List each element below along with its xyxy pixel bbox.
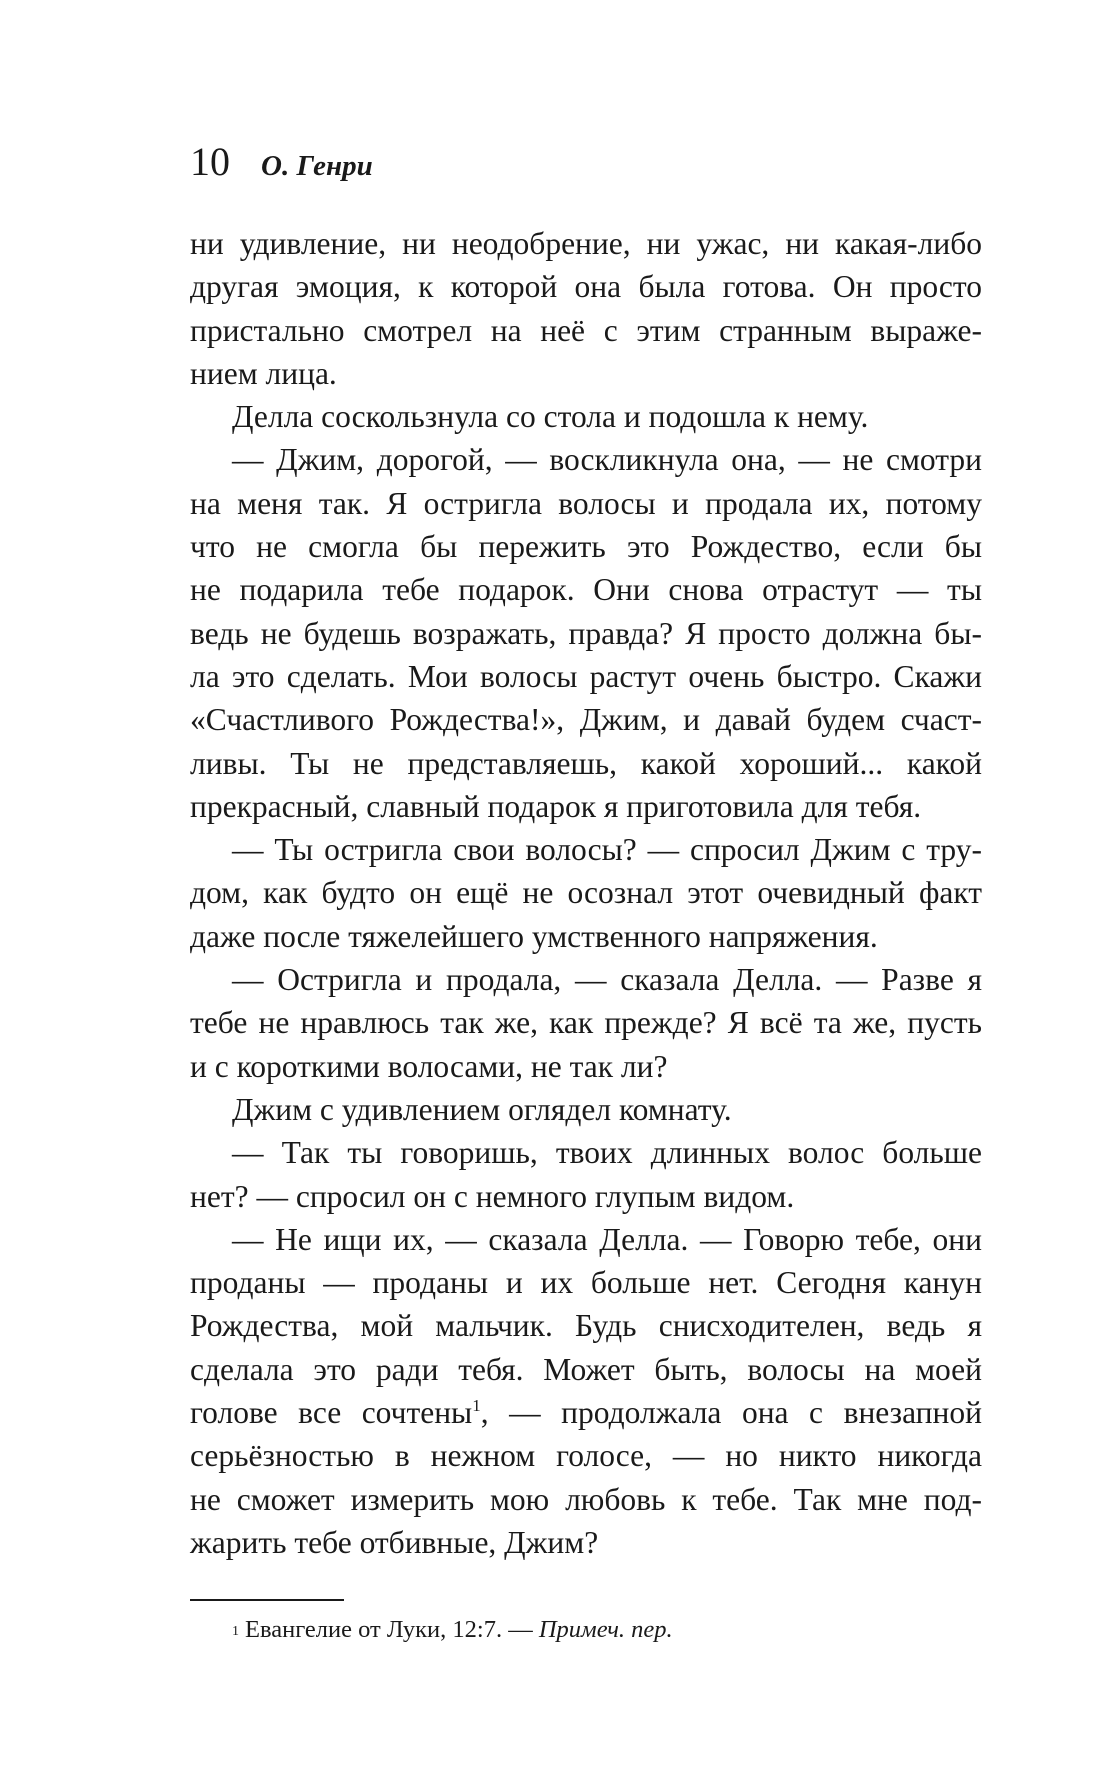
- body-text: [190, 222, 982, 1564]
- text-line: — Не ищи их, — сказала Делла. — Говорю тебе, они: [232, 1221, 982, 1257]
- text-line-with-footnote: [190, 1391, 982, 1434]
- text-line: ла это сделать. Мои волосы растут очень быстро. Скажи: [190, 658, 982, 694]
- text-line: не подарила тебе подарок. Они снова отрастут — ты: [190, 572, 982, 608]
- text-line: «Счастливого Рождества!», Джим, и давай будем счаст-: [190, 702, 982, 738]
- text-line: нием лица.: [190, 355, 337, 391]
- text-fragment: голове все сочтены: [190, 1395, 473, 1431]
- text-fragment: , — продолжала она с внезапной: [480, 1395, 982, 1431]
- page-number: 10: [190, 139, 230, 184]
- text-line: на меня так. Я остригла волосы и продала их, потому: [190, 485, 982, 521]
- text-line: проданы — проданы и их больше нет. Сегодня канун: [190, 1265, 982, 1301]
- text-line: не сможет измерить мою любовь к тебе. Так мне под-: [190, 1481, 982, 1517]
- text-line: дом, как будто он ещё не осознал этот очевидный факт: [190, 875, 982, 911]
- footnote-text: Евангелие от Луки, 12:7. —: [245, 1616, 539, 1643]
- running-head-author: О. Генри: [261, 150, 373, 182]
- text-line: пристально смотрел на неё с этим странным выраже-: [190, 312, 982, 348]
- text-line: сделала это ради тебя. Может быть, волосы на моей: [190, 1351, 982, 1387]
- footnote-reference: 1: [472, 1396, 481, 1416]
- footnote-marker: 1: [232, 1624, 239, 1639]
- text-line: и с короткими волосами, не так ли?: [190, 1048, 668, 1084]
- text-line: Рождества, мой мальчик. Будь снисходителен, ведь я: [190, 1308, 982, 1344]
- footnote: [232, 1614, 673, 1646]
- text-line: ни удивление, ни неодобрение, ни ужас, ни какая-либо: [190, 226, 982, 261]
- text-line: что не смогла бы пережить это Рождество, если бы: [190, 529, 982, 565]
- text-line: другая эмоция, к которой она была готова. Он просто: [190, 269, 982, 305]
- text-line: жарить тебе отбивные, Джим?: [190, 1524, 599, 1560]
- text-line: ведь не будешь возражать, правда? Я просто должна бы-: [190, 615, 982, 651]
- text-line: прекрасный, славный подарок я приготовила для тебя.: [190, 788, 922, 824]
- text-line: — Ты остригла свои волосы? — спросил Джим с тру-: [232, 832, 982, 868]
- text-line: серьёзностью в нежном голосе, — но никто никогда: [190, 1438, 982, 1474]
- page-header: [190, 140, 373, 188]
- text-line: нет? — спросил он с немного глупым видом.: [190, 1178, 795, 1214]
- footnote-divider: [190, 1599, 344, 1601]
- footnote-translator-note: Примеч. пер.: [538, 1616, 673, 1643]
- text-line: ливы. Ты не представляешь, какой хороший... какой: [190, 745, 982, 781]
- text-line: Делла соскользнула со стола и подошла к нему.: [232, 399, 869, 435]
- text-line: тебе не нравлюсь так же, как прежде? Я всё та же, пусть: [190, 1005, 982, 1041]
- text-line: даже после тяжелейшего умственного напряжения.: [190, 918, 878, 954]
- text-line: — Остригла и продала, — сказала Делла. — Разве я: [232, 962, 982, 998]
- text-line: — Так ты говоришь, твоих длинных волос больше: [232, 1135, 982, 1171]
- text-line: — Джим, дорогой, — воскликнула она, — не смотри: [232, 442, 982, 478]
- text-line: Джим с удивлением оглядел комнату.: [232, 1091, 732, 1127]
